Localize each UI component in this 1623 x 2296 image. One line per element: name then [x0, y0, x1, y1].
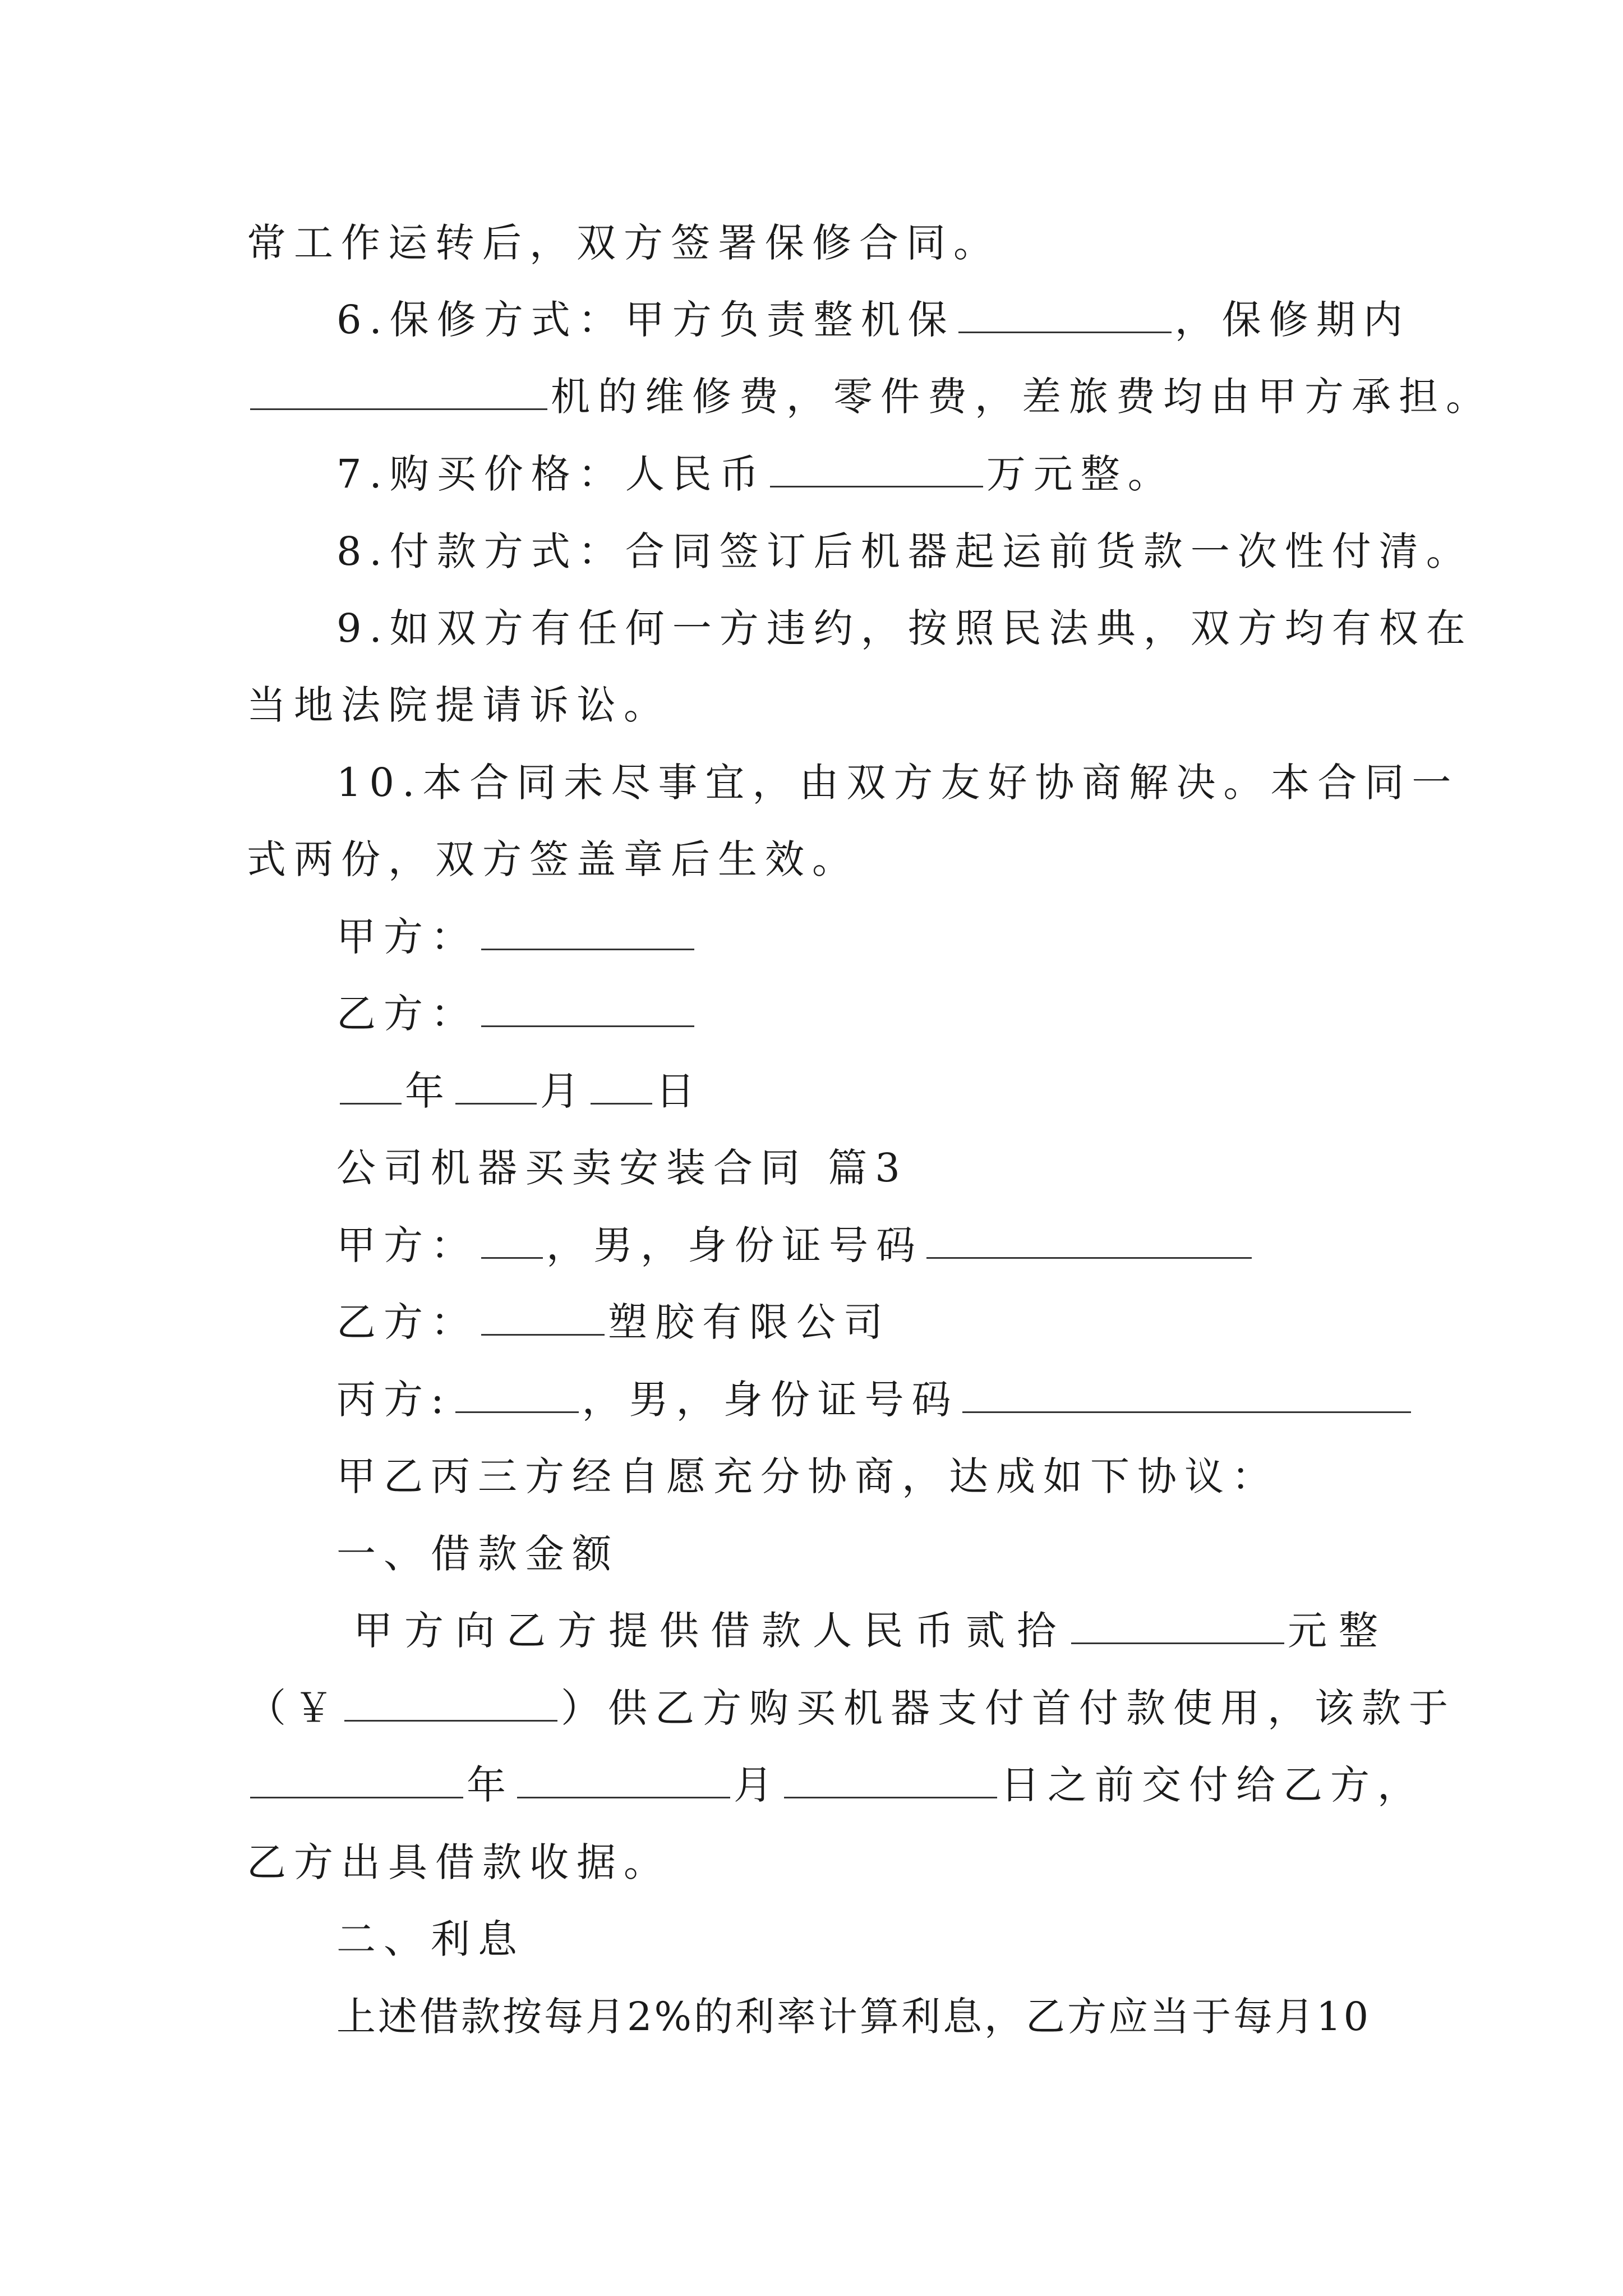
paragraph-line [247, 1839, 671, 1885]
paragraph-line [353, 1608, 1390, 1654]
text-segment: 机的维修费，零件费，差旅费均由甲方承担。 [551, 374, 1493, 420]
section-heading [336, 1531, 619, 1577]
paragraph-line [336, 297, 1410, 343]
text-segment: 二、利息 [336, 1916, 525, 1962]
text-segment: 元整 [1288, 1608, 1390, 1654]
fill-in-blank [481, 1022, 694, 1027]
signature-line-party-b [336, 991, 698, 1037]
text-segment: 万元整。 [986, 451, 1175, 497]
text-segment: 常工作运转后，双方签署保修合同。 [247, 220, 1000, 266]
party-line [336, 1222, 1255, 1268]
text-segment: 甲方： [336, 1222, 478, 1268]
paragraph-line [247, 836, 859, 882]
date-line [336, 1068, 703, 1114]
fill-in-blank [481, 1331, 605, 1336]
text-segment: 月 [540, 1068, 587, 1114]
section-heading [336, 1916, 525, 1962]
fill-in-blank [250, 1793, 463, 1798]
text-segment: 日之前交付给乙方， [1000, 1762, 1424, 1808]
text-segment: 公司机器买卖安装合同 篇3 [336, 1145, 908, 1191]
party-line [336, 1299, 891, 1345]
text-segment: 上述借款按每月2%的利率计算利息，乙方应当于每月10 [336, 1994, 1371, 2040]
text-segment: 乙方： [336, 1299, 478, 1345]
text-segment: 乙方出具借款收据。 [247, 1839, 671, 1885]
text-segment: 乙方： [336, 991, 478, 1037]
paragraph-line [247, 220, 1000, 266]
fill-in-blank [784, 1793, 997, 1798]
fill-in-blank [770, 482, 983, 487]
party-line [336, 1377, 1414, 1423]
text-segment: ，男，身份证号码 [582, 1377, 959, 1423]
text-segment: （￥ [247, 1685, 341, 1731]
text-segment: 当地法院提请诉讼。 [247, 682, 671, 728]
paragraph-line [336, 1453, 1279, 1499]
text-segment: 日 [656, 1068, 703, 1114]
paragraph-line [247, 374, 1493, 420]
signature-line-party-a [336, 914, 698, 960]
paragraph-line [336, 605, 1473, 651]
fill-in-blank [517, 1793, 730, 1798]
fill-in-blank [591, 1099, 652, 1105]
fill-in-blank [455, 1099, 537, 1105]
fill-in-blank [958, 328, 1172, 333]
text-segment: 月 [734, 1762, 781, 1808]
fill-in-blank [481, 945, 694, 950]
text-segment: 式两份，双方签盖章后生效。 [247, 836, 859, 882]
section-heading [336, 1145, 908, 1191]
fill-in-blank [1071, 1639, 1284, 1644]
text-segment: 塑胶有限公司 [608, 1299, 891, 1345]
paragraph-line [336, 760, 1459, 806]
text-segment: 年 [405, 1068, 452, 1114]
text-segment: 年 [467, 1762, 514, 1808]
paragraph-line [247, 1762, 1424, 1808]
paragraph-line [336, 528, 1473, 574]
text-segment: ）供乙方购买机器支付首付款使用，该款于 [561, 1685, 1456, 1731]
text-segment: ，男，身份证号码 [546, 1222, 923, 1268]
text-segment: 7.购买价格：人民币 [336, 451, 767, 497]
paragraph-line [336, 451, 1175, 497]
text-segment: 丙方: [336, 1377, 452, 1423]
text-segment: 6.保修方式：甲方负责整机保 [336, 297, 955, 343]
paragraph-line [247, 682, 671, 728]
text-segment: 甲方向乙方提供借款人民币贰拾 [353, 1608, 1068, 1654]
fill-in-blank [926, 1254, 1252, 1259]
text-segment: 甲乙丙三方经自愿充分协商，达成如下协议： [336, 1453, 1279, 1499]
text-segment: 甲方： [336, 914, 478, 960]
fill-in-blank [250, 405, 547, 410]
text-segment: 10.本合同未尽事宜，由双方友好协商解决。本合同一 [336, 760, 1459, 806]
text-segment: ，保修期内 [1174, 297, 1410, 343]
fill-in-blank [344, 1717, 557, 1722]
text-segment: 一、借款金额 [336, 1531, 619, 1577]
text-segment: 8.付款方式：合同签订后机器起运前货款一次性付清。 [336, 528, 1473, 574]
fill-in-blank [481, 1254, 543, 1259]
fill-in-blank [962, 1408, 1411, 1413]
paragraph-line [336, 1994, 1371, 2040]
fill-in-blank [340, 1099, 402, 1105]
fill-in-blank [455, 1408, 579, 1413]
text-segment: 9.如双方有任何一方违约，按照民法典，双方均有权在 [336, 605, 1473, 651]
paragraph-line [247, 1685, 1456, 1731]
